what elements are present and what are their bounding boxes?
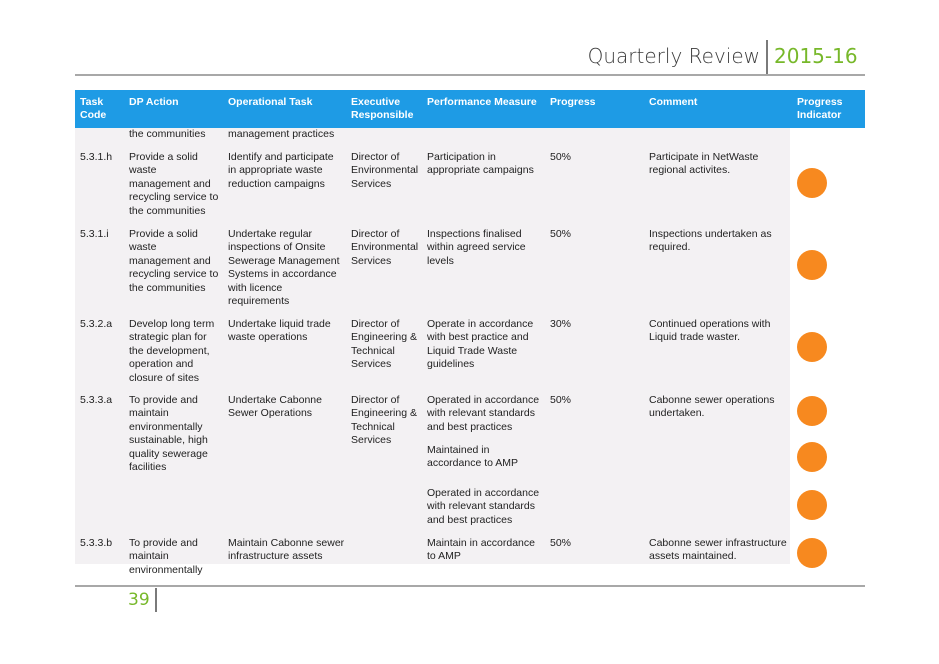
- executive-responsible: Director of Engineering & Technical Services: [351, 318, 417, 371]
- header-divider: [766, 40, 768, 74]
- continued-operational-task: management practices: [228, 128, 335, 140]
- performance-measure: Operated in accordance with relevant standards and best practices: [427, 487, 540, 526]
- dp-action: Provide a solid waste management and recycling service to the communities: [129, 228, 219, 294]
- task-code: 5.3.1.h: [80, 151, 113, 163]
- comment: Inspections undertaken as required.: [649, 228, 772, 254]
- executive-responsible: Director of Engineering & Technical Services: [351, 394, 417, 447]
- task-code: 5.3.3.b: [80, 537, 113, 549]
- progress-indicator-dot: [797, 250, 827, 280]
- task-code: 5.3.1.i: [80, 228, 109, 240]
- col-header-task-code: Task Code: [80, 96, 107, 121]
- progress-value: 50%: [550, 537, 572, 549]
- comment: Continued operations with Liquid trade waster.: [649, 318, 771, 344]
- col-header-dp-action: DP Action: [129, 96, 179, 108]
- progress-value: 50%: [550, 151, 572, 163]
- performance-measure: Inspections finalised within agreed service levels: [427, 228, 526, 267]
- progress-indicator-dot: [797, 490, 827, 520]
- page-number: 39: [128, 590, 150, 610]
- progress-value: 30%: [550, 318, 572, 330]
- col-header-progress: Progress: [550, 96, 596, 108]
- table-header: [75, 90, 865, 128]
- executive-responsible: Director of Environmental Services: [351, 228, 419, 267]
- document-title: Quarterly Review: [587, 44, 760, 68]
- footer-divider: [155, 588, 157, 612]
- progress-indicator-dot: [797, 168, 827, 198]
- dp-action: To provide and maintain environmentally: [129, 537, 203, 576]
- continued-dp-action: the communities: [129, 128, 206, 140]
- performance-measure: Maintain in accordance to AMP: [427, 537, 535, 563]
- comment: Cabonne sewer infrastructure assets maintained.: [649, 537, 787, 563]
- operational-task: Maintain Cabonne sewer infrastructure assets: [228, 537, 345, 563]
- dp-action: To provide and maintain environmentally sustainable, high quality sewerage facilities: [129, 394, 208, 474]
- operational-task: Undertake Cabonne Sewer Operations: [228, 394, 322, 420]
- col-header-comment: Comment: [649, 96, 698, 108]
- progress-indicator-dot: [797, 332, 827, 362]
- footer-rule: [75, 585, 865, 587]
- dp-action: Develop long term strategic plan for the development, operation and closure of sites: [129, 318, 215, 384]
- comment: Cabonne sewer operations undertaken.: [649, 394, 775, 420]
- col-header-performance-measure: Performance Measure: [427, 96, 537, 108]
- performance-measure: Operate in accordance with best practice and Liquid Trade Waste guidelines: [427, 318, 534, 371]
- progress-value: 50%: [550, 394, 572, 406]
- performance-measure: Participation in appropriate campaigns: [427, 151, 534, 177]
- performance-measure: Maintained in accordance to AMP: [427, 444, 519, 470]
- col-header-operational-task: Operational Task: [228, 96, 313, 108]
- task-code: 5.3.3.a: [80, 394, 113, 406]
- header-rule: [75, 74, 865, 76]
- performance-measure: Operated in accordance with relevant standards and best practices: [427, 394, 540, 433]
- progress-indicator-dot: [797, 442, 827, 472]
- document-year: 2015-16: [774, 44, 858, 68]
- col-header-executive-responsible: Executive Responsible: [351, 96, 414, 121]
- operational-task: Undertake liquid trade waste operations: [228, 318, 331, 344]
- executive-responsible: Director of Environmental Services: [351, 151, 419, 190]
- progress-indicator-dot: [797, 396, 827, 426]
- col-header-progress-indicator: Progress Indicator: [797, 96, 843, 121]
- operational-task: Identify and participate in appropriate waste reduction campaigns: [228, 151, 334, 190]
- progress-value: 50%: [550, 228, 572, 240]
- comment: Participate in NetWaste regional activites.: [649, 151, 759, 177]
- dp-action: Provide a solid waste management and recycling service to the communities: [129, 151, 219, 217]
- task-code: 5.3.2.a: [80, 318, 113, 330]
- operational-task: Undertake regular inspections of Onsite Sewerage Management Systems in accordance with licence requirements: [228, 228, 340, 308]
- progress-indicator-dot: [797, 538, 827, 568]
